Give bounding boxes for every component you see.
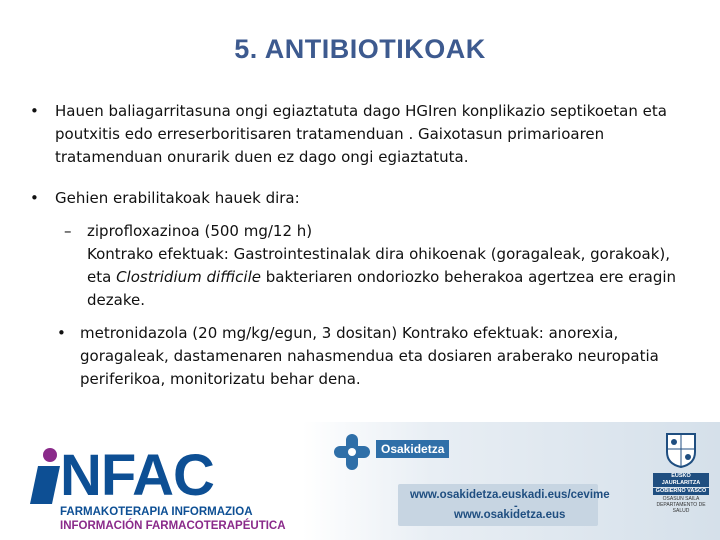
sub-bullet-item <box>30 322 690 391</box>
infac-tagline-eu: FARMAKOTERAPIA INFORMAZIOA <box>60 506 253 518</box>
bullet-item <box>30 187 690 210</box>
cevime-link[interactable]: www.osakidetza.euskadi.eus/cevime <box>410 489 610 501</box>
infac-wordmark: NFAC <box>60 443 214 508</box>
bullet-text-2: Gehien erabilitakoak hauek dira: <box>55 189 300 207</box>
infac-logo <box>30 443 286 536</box>
osakidetza-label: Osakidetza <box>376 440 449 458</box>
footer-links <box>398 484 648 526</box>
sub-bullet-text-2: metronidazola (20 mg/kg/egun, 3 dositan) Kontrako efektuak: anorexia, goragaleak, dastamenaren nahasmendua eta dosiaren araberako neuropatia periferikoa, monitorizatu behar dena. <box>80 324 659 388</box>
infac-i-icon <box>30 446 64 506</box>
slide-title: 5. ANTIBIOTIKOAK <box>234 34 486 64</box>
effects-text-b: bakteriaren ondoriozko beherakoa agertzea ere eragin dezake. <box>87 268 677 309</box>
infac-tagline-es: INFORMACIÓN FARMACOTERAPÉUTICA <box>60 520 286 532</box>
bullet-icon: • <box>57 324 66 342</box>
effects-italic: Clostridium difficile <box>116 268 261 286</box>
osakidetza-link[interactable]: www.osakidetza.eus <box>454 509 566 521</box>
gov-dept-es: DEPARTAMENTO DE SALUD <box>656 502 706 514</box>
slide-content <box>30 100 690 391</box>
coat-of-arms-icon <box>664 430 698 468</box>
gov-name-es: GOBIERNO VASCO <box>653 488 709 495</box>
dash-icon: – <box>64 222 72 240</box>
effects-text-a: Kontrako efektuak: Gastrointestinalak dira ohikoenak (goragaleak, gorakoak), eta <box>87 245 671 286</box>
bullet-item <box>30 100 690 169</box>
bullet-icon: • <box>30 102 39 120</box>
link-separator: - <box>514 500 518 512</box>
sub-bullet-drug: ziprofloxazinoa (500 mg/12 h) <box>87 222 313 240</box>
bullet-icon: • <box>30 189 39 207</box>
bullet-text-1: Hauen baliagarritasuna ongi egiaztatuta dago HGIren konplikazio septikoetan eta poutxitis edo erreserboritisaren tratamenduan . Gaixotasun primarioaren tratamenduan onurarik duen ez dago ongi egiaztatuta. <box>55 102 667 166</box>
osakidetza-emblem-icon <box>332 432 372 472</box>
gov-name-eu: EUSKO JAURLARITZA <box>653 473 709 487</box>
sub-bullet-item <box>30 220 690 312</box>
gov-dept-eu: OSASUN SAILA <box>662 496 700 502</box>
osakidetza-logo <box>332 432 462 472</box>
sub-bullet-effects <box>87 243 690 312</box>
basque-government-logo <box>650 430 712 516</box>
